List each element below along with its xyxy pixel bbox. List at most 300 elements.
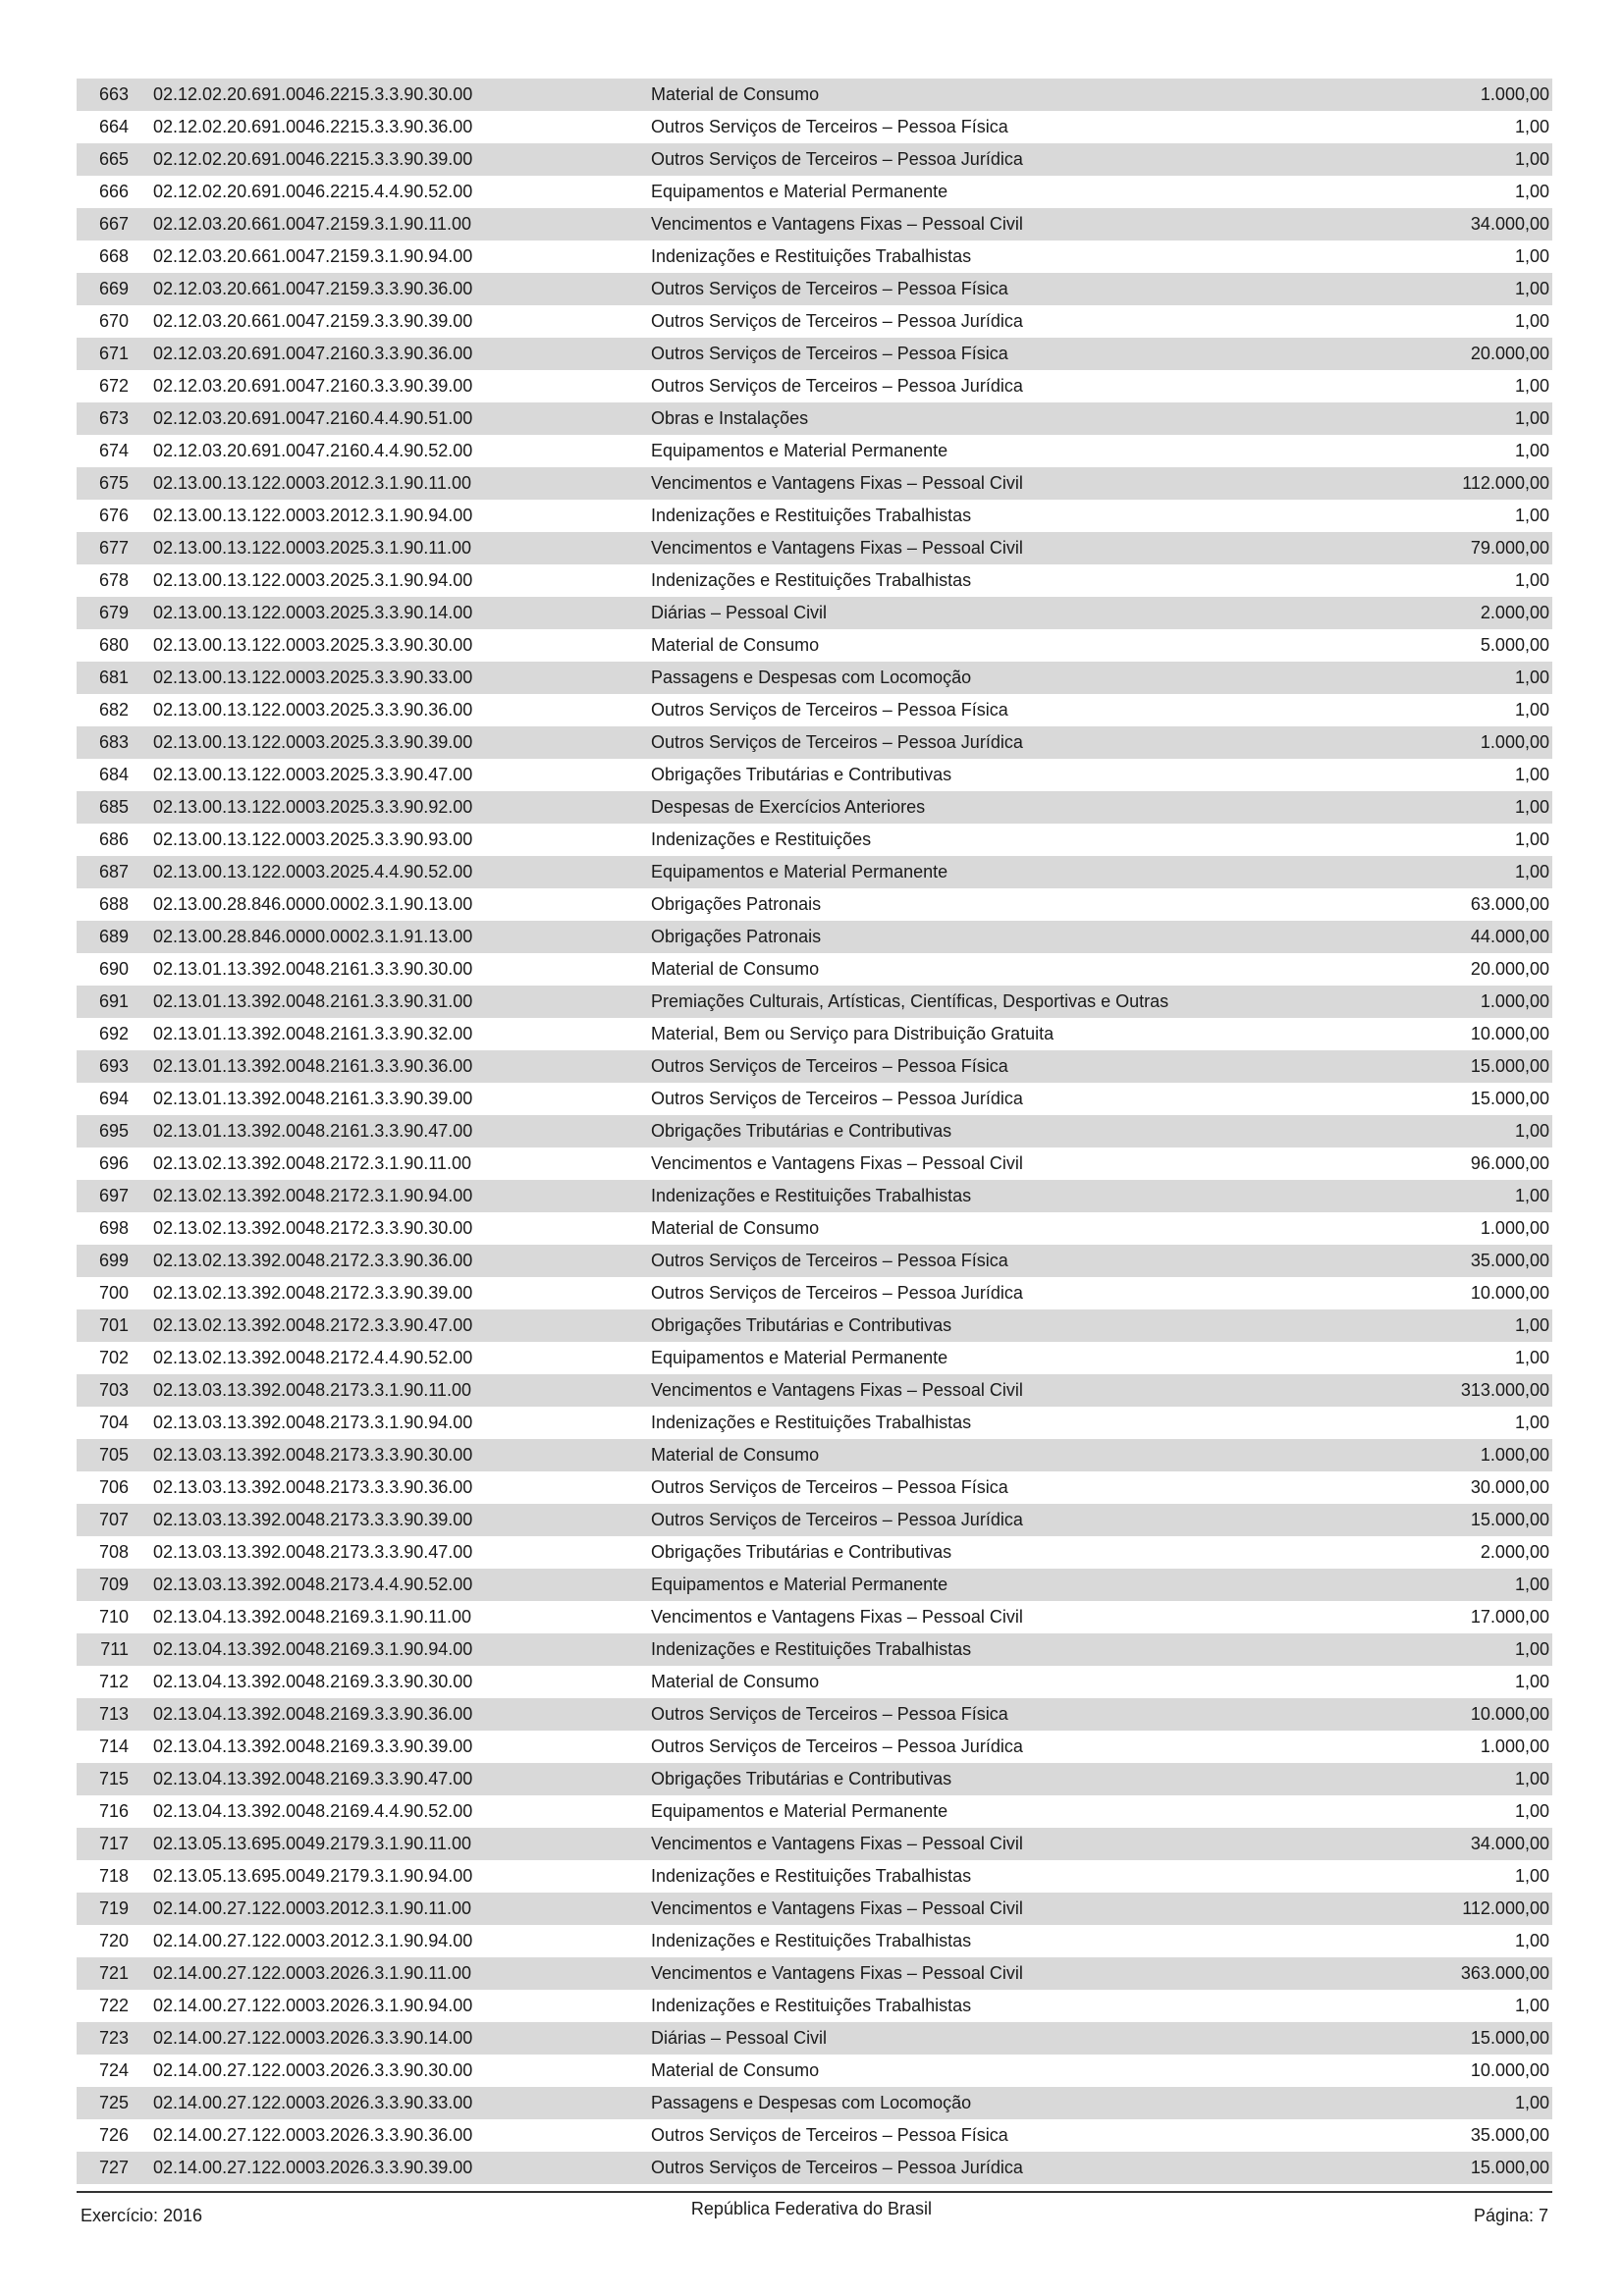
table-row	[77, 1601, 1552, 1633]
table-row	[77, 1990, 1552, 2022]
row-number: 665	[98, 149, 129, 169]
table-row	[77, 921, 1552, 953]
table-row	[77, 1148, 1552, 1180]
table-row	[77, 402, 1552, 435]
budget-code: 02.13.00.13.122.0003.2025.3.1.90.11.00	[153, 538, 471, 558]
amount-value: 15.000,00	[1470, 2158, 1549, 2177]
row-number: 666	[98, 182, 129, 201]
expense-description: Outros Serviços de Terceiros – Pessoa Física	[651, 2125, 1008, 2145]
expense-description: Obrigações Tributárias e Contributivas	[651, 1542, 952, 1562]
budget-table	[77, 79, 1552, 2184]
amount-value: 1,00	[1514, 1315, 1549, 1335]
budget-code: 02.12.03.20.691.0047.2160.3.3.90.39.00	[153, 376, 473, 396]
table-row	[77, 629, 1552, 662]
expense-description: Equipamentos e Material Permanente	[651, 862, 948, 881]
row-number: 690	[98, 959, 129, 979]
table-row	[77, 1569, 1552, 1601]
amount-value: 20.000,00	[1470, 344, 1549, 363]
amount-value: 1.000,00	[1480, 732, 1549, 752]
table-row	[77, 370, 1552, 402]
table-row	[77, 597, 1552, 629]
budget-code: 02.13.04.13.392.0048.2169.3.3.90.30.00	[153, 1672, 473, 1691]
table-row	[77, 888, 1552, 921]
expense-description: Vencimentos e Vantagens Fixas – Pessoal Civil	[651, 1834, 1023, 1853]
amount-value: 313.000,00	[1460, 1380, 1549, 1400]
amount-value: 1,00	[1514, 1931, 1549, 1950]
expense-description: Outros Serviços de Terceiros – Pessoa Jurídica	[651, 1089, 1023, 1108]
amount-value: 1,00	[1514, 1866, 1549, 1886]
table-row	[77, 1893, 1552, 1925]
amount-value: 35.000,00	[1470, 1251, 1549, 1270]
budget-code: 02.14.00.27.122.0003.2026.3.1.90.94.00	[153, 1996, 473, 2015]
budget-code: 02.13.05.13.695.0049.2179.3.1.90.94.00	[153, 1866, 473, 1886]
table-row	[77, 79, 1552, 111]
budget-code: 02.14.00.27.122.0003.2026.3.1.90.11.00	[153, 1963, 471, 1983]
amount-value: 63.000,00	[1470, 894, 1549, 914]
budget-code: 02.13.03.13.392.0048.2173.3.3.90.30.00	[153, 1445, 473, 1465]
table-row	[77, 694, 1552, 726]
budget-code: 02.12.03.20.661.0047.2159.3.1.90.94.00	[153, 246, 473, 266]
table-row	[77, 1212, 1552, 1245]
budget-code: 02.14.00.27.122.0003.2026.3.3.90.36.00	[153, 2125, 473, 2145]
row-number: 685	[98, 797, 129, 817]
table-row	[77, 726, 1552, 759]
amount-value: 1,00	[1514, 1413, 1549, 1432]
expense-description: Equipamentos e Material Permanente	[651, 441, 948, 460]
amount-value: 15.000,00	[1470, 2028, 1549, 2048]
row-number: 713	[98, 1704, 129, 1724]
budget-code: 02.12.03.20.661.0047.2159.3.3.90.36.00	[153, 279, 473, 298]
budget-code: 02.13.04.13.392.0048.2169.3.3.90.36.00	[153, 1704, 473, 1724]
amount-value: 1,00	[1514, 1672, 1549, 1691]
amount-value: 1,00	[1514, 117, 1549, 136]
table-row	[77, 2087, 1552, 2119]
budget-code: 02.13.01.13.392.0048.2161.3.3.90.30.00	[153, 959, 473, 979]
amount-value: 15.000,00	[1470, 1089, 1549, 1108]
table-row	[77, 1795, 1552, 1828]
budget-code: 02.12.02.20.691.0046.2215.4.4.90.52.00	[153, 182, 473, 201]
expense-description: Outros Serviços de Terceiros – Pessoa Jurídica	[651, 1736, 1023, 1756]
amount-value: 1,00	[1514, 667, 1549, 687]
amount-value: 1,00	[1514, 1121, 1549, 1141]
table-row	[77, 500, 1552, 532]
budget-code: 02.13.03.13.392.0048.2173.4.4.90.52.00	[153, 1575, 473, 1594]
footer-title: República Federativa do Brasil	[690, 2199, 933, 2218]
expense-description: Outros Serviços de Terceiros – Pessoa Física	[651, 700, 1008, 720]
budget-code: 02.13.00.13.122.0003.2025.4.4.90.52.00	[153, 862, 473, 881]
row-number: 709	[98, 1575, 129, 1594]
budget-code: 02.13.00.13.122.0003.2025.3.3.90.14.00	[153, 603, 473, 622]
budget-code: 02.14.00.27.122.0003.2012.3.1.90.11.00	[153, 1898, 471, 1918]
budget-code: 02.13.00.13.122.0003.2025.3.3.90.30.00	[153, 635, 473, 655]
amount-value: 10.000,00	[1470, 2060, 1549, 2080]
expense-description: Indenizações e Restituições	[651, 829, 872, 849]
amount-value: 1,00	[1514, 862, 1549, 881]
expense-description: Indenizações e Restituições Trabalhistas	[651, 1186, 972, 1205]
budget-code: 02.13.01.13.392.0048.2161.3.3.90.36.00	[153, 1056, 473, 1076]
table-row	[77, 1115, 1552, 1148]
expense-description: Passagens e Despesas com Locomoção	[651, 667, 972, 687]
amount-value: 1,00	[1514, 376, 1549, 396]
amount-value: 1,00	[1514, 829, 1549, 849]
amount-value: 20.000,00	[1470, 959, 1549, 979]
row-number: 697	[98, 1186, 129, 1205]
row-number: 670	[98, 311, 129, 331]
amount-value: 1,00	[1514, 700, 1549, 720]
budget-code: 02.13.01.13.392.0048.2161.3.3.90.32.00	[153, 1024, 473, 1043]
budget-code: 02.13.04.13.392.0048.2169.3.1.90.11.00	[153, 1607, 471, 1627]
table-row	[77, 1536, 1552, 1569]
budget-code: 02.14.00.27.122.0003.2026.3.3.90.14.00	[153, 2028, 473, 2048]
budget-code: 02.13.02.13.392.0048.2172.3.3.90.36.00	[153, 1251, 473, 1270]
expense-description: Equipamentos e Material Permanente	[651, 1348, 948, 1367]
row-number: 721	[98, 1963, 129, 1983]
row-number: 686	[98, 829, 129, 849]
table-row	[77, 1698, 1552, 1731]
expense-description: Vencimentos e Vantagens Fixas – Pessoal Civil	[651, 538, 1023, 558]
row-number: 674	[98, 441, 129, 460]
row-number: 726	[98, 2125, 129, 2145]
amount-value: 1.000,00	[1480, 1218, 1549, 1238]
amount-value: 1,00	[1514, 1186, 1549, 1205]
expense-description: Obrigações Tributárias e Contributivas	[651, 1315, 952, 1335]
expense-description: Outros Serviços de Terceiros – Pessoa Física	[651, 117, 1008, 136]
amount-value: 1,00	[1514, 570, 1549, 590]
table-row	[77, 856, 1552, 888]
budget-code: 02.13.04.13.392.0048.2169.3.3.90.39.00	[153, 1736, 473, 1756]
row-number: 669	[98, 279, 129, 298]
row-number: 663	[98, 84, 129, 104]
row-number: 678	[98, 570, 129, 590]
amount-value: 1,00	[1514, 1769, 1549, 1789]
expense-description: Outros Serviços de Terceiros – Pessoa Jurídica	[651, 1283, 1023, 1303]
budget-code: 02.13.00.13.122.0003.2025.3.3.90.33.00	[153, 667, 473, 687]
amount-value: 1,00	[1514, 1996, 1549, 2015]
amount-value: 34.000,00	[1470, 1834, 1549, 1853]
table-row	[77, 338, 1552, 370]
budget-code: 02.13.03.13.392.0048.2173.3.3.90.39.00	[153, 1510, 473, 1529]
amount-value: 1.000,00	[1480, 1445, 1549, 1465]
budget-code: 02.13.04.13.392.0048.2169.4.4.90.52.00	[153, 1801, 473, 1821]
expense-description: Indenizações e Restituições Trabalhistas	[651, 506, 972, 525]
expense-description: Outros Serviços de Terceiros – Pessoa Física	[651, 1704, 1008, 1724]
budget-code: 02.13.00.13.122.0003.2025.3.3.90.39.00	[153, 732, 473, 752]
row-number: 698	[98, 1218, 129, 1238]
table-row	[77, 1180, 1552, 1212]
row-number: 673	[98, 408, 129, 428]
row-number: 664	[98, 117, 129, 136]
expense-description: Vencimentos e Vantagens Fixas – Pessoal Civil	[651, 1607, 1023, 1627]
budget-code: 02.13.00.13.122.0003.2012.3.1.90.11.00	[153, 473, 471, 493]
table-row	[77, 759, 1552, 791]
expense-description: Outros Serviços de Terceiros – Pessoa Jurídica	[651, 2158, 1023, 2177]
footer-page-number: Página: 7	[1473, 2206, 1548, 2225]
amount-value: 1,00	[1514, 441, 1549, 460]
budget-code: 02.13.02.13.392.0048.2172.4.4.90.52.00	[153, 1348, 473, 1367]
table-row	[77, 1763, 1552, 1795]
expense-description: Indenizações e Restituições Trabalhistas	[651, 1931, 972, 1950]
expense-description: Indenizações e Restituições Trabalhistas	[651, 1413, 972, 1432]
expense-description: Premiações Culturais, Artísticas, Científicas, Desportivas e Outras	[651, 991, 1169, 1011]
row-number: 704	[98, 1413, 129, 1432]
expense-description: Obrigações Tributárias e Contributivas	[651, 765, 952, 784]
table-row	[77, 1018, 1552, 1050]
amount-value: 17.000,00	[1470, 1607, 1549, 1627]
expense-description: Outros Serviços de Terceiros – Pessoa Física	[651, 279, 1008, 298]
row-number: 667	[98, 214, 129, 234]
table-row	[77, 1957, 1552, 1990]
row-number: 722	[98, 1996, 129, 2015]
table-row	[77, 1828, 1552, 1860]
table-row	[77, 1925, 1552, 1957]
table-row	[77, 2022, 1552, 2055]
table-row	[77, 532, 1552, 564]
table-row	[77, 1731, 1552, 1763]
row-number: 683	[98, 732, 129, 752]
expense-description: Material, Bem ou Serviço para Distribuição Gratuita	[651, 1024, 1055, 1043]
amount-value: 1,00	[1514, 1639, 1549, 1659]
expense-description: Indenizações e Restituições Trabalhistas	[651, 1996, 972, 2015]
expense-description: Vencimentos e Vantagens Fixas – Pessoal Civil	[651, 473, 1023, 493]
row-number: 671	[98, 344, 129, 363]
table-row	[77, 1633, 1552, 1666]
table-row	[77, 2152, 1552, 2184]
budget-code: 02.12.03.20.661.0047.2159.3.1.90.11.00	[153, 214, 471, 234]
row-number: 723	[98, 2028, 129, 2048]
amount-value: 15.000,00	[1470, 1510, 1549, 1529]
amount-value: 112.000,00	[1462, 1898, 1549, 1918]
table-row	[77, 986, 1552, 1018]
budget-code: 02.13.02.13.392.0048.2172.3.3.90.30.00	[153, 1218, 473, 1238]
amount-value: 10.000,00	[1470, 1283, 1549, 1303]
budget-code: 02.12.02.20.691.0046.2215.3.3.90.36.00	[153, 117, 473, 136]
expense-description: Vencimentos e Vantagens Fixas – Pessoal Civil	[651, 1898, 1023, 1918]
table-row	[77, 1666, 1552, 1698]
row-number: 668	[98, 246, 129, 266]
row-number: 717	[98, 1834, 129, 1853]
table-row	[77, 1374, 1552, 1407]
row-number: 687	[98, 862, 129, 881]
footer-divider	[77, 2191, 1552, 2193]
row-number: 714	[98, 1736, 129, 1756]
table-row	[77, 240, 1552, 273]
table-row	[77, 435, 1552, 467]
expense-description: Equipamentos e Material Permanente	[651, 182, 948, 201]
budget-code: 02.13.00.28.846.0000.0002.3.1.90.13.00	[153, 894, 473, 914]
row-number: 691	[98, 991, 129, 1011]
row-number: 708	[98, 1542, 129, 1562]
row-number: 699	[98, 1251, 129, 1270]
budget-code: 02.14.00.27.122.0003.2026.3.3.90.30.00	[153, 2060, 473, 2080]
amount-value: 1,00	[1514, 408, 1549, 428]
amount-value: 1,00	[1514, 246, 1549, 266]
table-row	[77, 1083, 1552, 1115]
amount-value: 30.000,00	[1470, 1477, 1549, 1497]
row-number: 675	[98, 473, 129, 493]
budget-code: 02.12.03.20.691.0047.2160.4.4.90.52.00	[153, 441, 473, 460]
expense-description: Indenizações e Restituições Trabalhistas	[651, 570, 972, 590]
row-number: 718	[98, 1866, 129, 1886]
amount-value: 1,00	[1514, 279, 1549, 298]
row-number: 724	[98, 2060, 129, 2080]
row-number: 707	[98, 1510, 129, 1529]
expense-description: Equipamentos e Material Permanente	[651, 1575, 948, 1594]
amount-value: 34.000,00	[1470, 214, 1549, 234]
budget-code: 02.13.05.13.695.0049.2179.3.1.90.11.00	[153, 1834, 471, 1853]
expense-description: Outros Serviços de Terceiros – Pessoa Jurídica	[651, 311, 1023, 331]
amount-value: 96.000,00	[1470, 1153, 1549, 1173]
expense-description: Outros Serviços de Terceiros – Pessoa Física	[651, 1477, 1008, 1497]
budget-code: 02.13.03.13.392.0048.2173.3.3.90.36.00	[153, 1477, 473, 1497]
table-row	[77, 1245, 1552, 1277]
table-row	[77, 662, 1552, 694]
table-row	[77, 2055, 1552, 2087]
amount-value: 10.000,00	[1470, 1704, 1549, 1724]
row-number: 720	[98, 1931, 129, 1950]
expense-description: Material de Consumo	[651, 959, 820, 979]
table-row	[77, 1309, 1552, 1342]
table-row	[77, 208, 1552, 240]
row-number: 679	[98, 603, 129, 622]
row-number: 712	[98, 1672, 129, 1691]
table-row	[77, 1050, 1552, 1083]
budget-code: 02.13.00.13.122.0003.2025.3.1.90.94.00	[153, 570, 473, 590]
budget-code: 02.13.04.13.392.0048.2169.3.3.90.47.00	[153, 1769, 473, 1789]
expense-description: Material de Consumo	[651, 1445, 820, 1465]
budget-code: 02.13.02.13.392.0048.2172.3.3.90.47.00	[153, 1315, 473, 1335]
budget-code: 02.13.01.13.392.0048.2161.3.3.90.39.00	[153, 1089, 473, 1108]
amount-value: 1,00	[1514, 797, 1549, 817]
amount-value: 2.000,00	[1480, 603, 1549, 622]
amount-value: 1.000,00	[1480, 84, 1549, 104]
expense-description: Despesas de Exercícios Anteriores	[651, 797, 926, 817]
row-number: 681	[98, 667, 129, 687]
budget-code: 02.13.03.13.392.0048.2173.3.3.90.47.00	[153, 1542, 473, 1562]
expense-description: Outros Serviços de Terceiros – Pessoa Jurídica	[651, 732, 1023, 752]
table-row	[77, 791, 1552, 824]
amount-value: 15.000,00	[1470, 1056, 1549, 1076]
row-number: 693	[98, 1056, 129, 1076]
budget-code: 02.12.03.20.691.0047.2160.3.3.90.36.00	[153, 344, 473, 363]
row-number: 677	[98, 538, 129, 558]
row-number: 694	[98, 1089, 129, 1108]
row-number: 727	[98, 2158, 129, 2177]
row-number: 695	[98, 1121, 129, 1141]
row-number: 705	[98, 1445, 129, 1465]
budget-code: 02.14.00.27.122.0003.2026.3.3.90.39.00	[153, 2158, 473, 2177]
budget-code: 02.13.02.13.392.0048.2172.3.1.90.94.00	[153, 1186, 473, 1205]
expense-description: Material de Consumo	[651, 1672, 820, 1691]
row-number: 672	[98, 376, 129, 396]
row-number: 703	[98, 1380, 129, 1400]
amount-value: 112.000,00	[1462, 473, 1549, 493]
row-number: 684	[98, 765, 129, 784]
expense-description: Material de Consumo	[651, 2060, 820, 2080]
amount-value: 79.000,00	[1470, 538, 1549, 558]
amount-value: 44.000,00	[1470, 927, 1549, 946]
budget-code: 02.13.04.13.392.0048.2169.3.1.90.94.00	[153, 1639, 473, 1659]
row-number: 676	[98, 506, 129, 525]
row-number: 710	[98, 1607, 129, 1627]
amount-value: 363.000,00	[1460, 1963, 1549, 1983]
budget-code: 02.13.00.13.122.0003.2025.3.3.90.47.00	[153, 765, 473, 784]
budget-code: 02.14.00.27.122.0003.2026.3.3.90.33.00	[153, 2093, 473, 2112]
expense-description: Passagens e Despesas com Locomoção	[651, 2093, 972, 2112]
amount-value: 1,00	[1514, 182, 1549, 201]
expense-description: Indenizações e Restituições Trabalhistas	[651, 246, 972, 266]
budget-code: 02.13.03.13.392.0048.2173.3.1.90.11.00	[153, 1380, 471, 1400]
budget-code: 02.13.00.13.122.0003.2012.3.1.90.94.00	[153, 506, 473, 525]
table-row	[77, 1277, 1552, 1309]
expense-description: Diárias – Pessoal Civil	[651, 603, 828, 622]
budget-code: 02.13.02.13.392.0048.2172.3.1.90.11.00	[153, 1153, 471, 1173]
amount-value: 1,00	[1514, 149, 1549, 169]
table-row	[77, 824, 1552, 856]
budget-code: 02.14.00.27.122.0003.2012.3.1.90.94.00	[153, 1931, 473, 1950]
budget-code: 02.12.02.20.691.0046.2215.3.3.90.39.00	[153, 149, 473, 169]
expense-description: Obrigações Tributárias e Contributivas	[651, 1769, 952, 1789]
budget-code: 02.13.01.13.392.0048.2161.3.3.90.47.00	[153, 1121, 473, 1141]
budget-code: 02.13.00.28.846.0000.0002.3.1.91.13.00	[153, 927, 473, 946]
expense-description: Outros Serviços de Terceiros – Pessoa Jurídica	[651, 376, 1023, 396]
row-number: 701	[98, 1315, 129, 1335]
row-number: 725	[98, 2093, 129, 2112]
expense-description: Material de Consumo	[651, 1218, 820, 1238]
expense-description: Vencimentos e Vantagens Fixas – Pessoal Civil	[651, 214, 1023, 234]
amount-value: 1.000,00	[1480, 1736, 1549, 1756]
expense-description: Outros Serviços de Terceiros – Pessoa Jurídica	[651, 149, 1023, 169]
row-number: 706	[98, 1477, 129, 1497]
row-number: 702	[98, 1348, 129, 1367]
table-row	[77, 1342, 1552, 1374]
budget-code: 02.12.03.20.691.0047.2160.4.4.90.51.00	[153, 408, 473, 428]
amount-value: 1,00	[1514, 311, 1549, 331]
table-row	[77, 1439, 1552, 1471]
expense-description: Vencimentos e Vantagens Fixas – Pessoal Civil	[651, 1380, 1023, 1400]
expense-description: Obras e Instalações	[651, 408, 809, 428]
budget-code: 02.13.02.13.392.0048.2172.3.3.90.39.00	[153, 1283, 473, 1303]
table-row	[77, 1407, 1552, 1439]
row-number: 689	[98, 927, 129, 946]
row-number: 700	[98, 1283, 129, 1303]
amount-value: 10.000,00	[1470, 1024, 1549, 1043]
budget-code: 02.13.01.13.392.0048.2161.3.3.90.31.00	[153, 991, 473, 1011]
expense-description: Equipamentos e Material Permanente	[651, 1801, 948, 1821]
budget-code: 02.13.00.13.122.0003.2025.3.3.90.93.00	[153, 829, 473, 849]
table-row	[77, 176, 1552, 208]
expense-description: Outros Serviços de Terceiros – Pessoa Física	[651, 344, 1008, 363]
table-row	[77, 2119, 1552, 2152]
amount-value: 5.000,00	[1480, 635, 1549, 655]
expense-description: Obrigações Patronais	[651, 894, 822, 914]
table-row	[77, 564, 1552, 597]
expense-description: Indenizações e Restituições Trabalhistas	[651, 1639, 972, 1659]
expense-description: Outros Serviços de Terceiros – Pessoa Física	[651, 1056, 1008, 1076]
table-row	[77, 305, 1552, 338]
row-number: 719	[98, 1898, 129, 1918]
expense-description: Vencimentos e Vantagens Fixas – Pessoal Civil	[651, 1153, 1023, 1173]
expense-description: Material de Consumo	[651, 84, 820, 104]
expense-description: Obrigações Patronais	[651, 927, 822, 946]
amount-value: 1.000,00	[1480, 991, 1549, 1011]
amount-value: 1,00	[1514, 2093, 1549, 2112]
amount-value: 35.000,00	[1470, 2125, 1549, 2145]
amount-value: 1,00	[1514, 765, 1549, 784]
amount-value: 1,00	[1514, 1575, 1549, 1594]
table-row	[77, 273, 1552, 305]
budget-code: 02.13.00.13.122.0003.2025.3.3.90.36.00	[153, 700, 473, 720]
budget-code: 02.12.03.20.661.0047.2159.3.3.90.39.00	[153, 311, 473, 331]
